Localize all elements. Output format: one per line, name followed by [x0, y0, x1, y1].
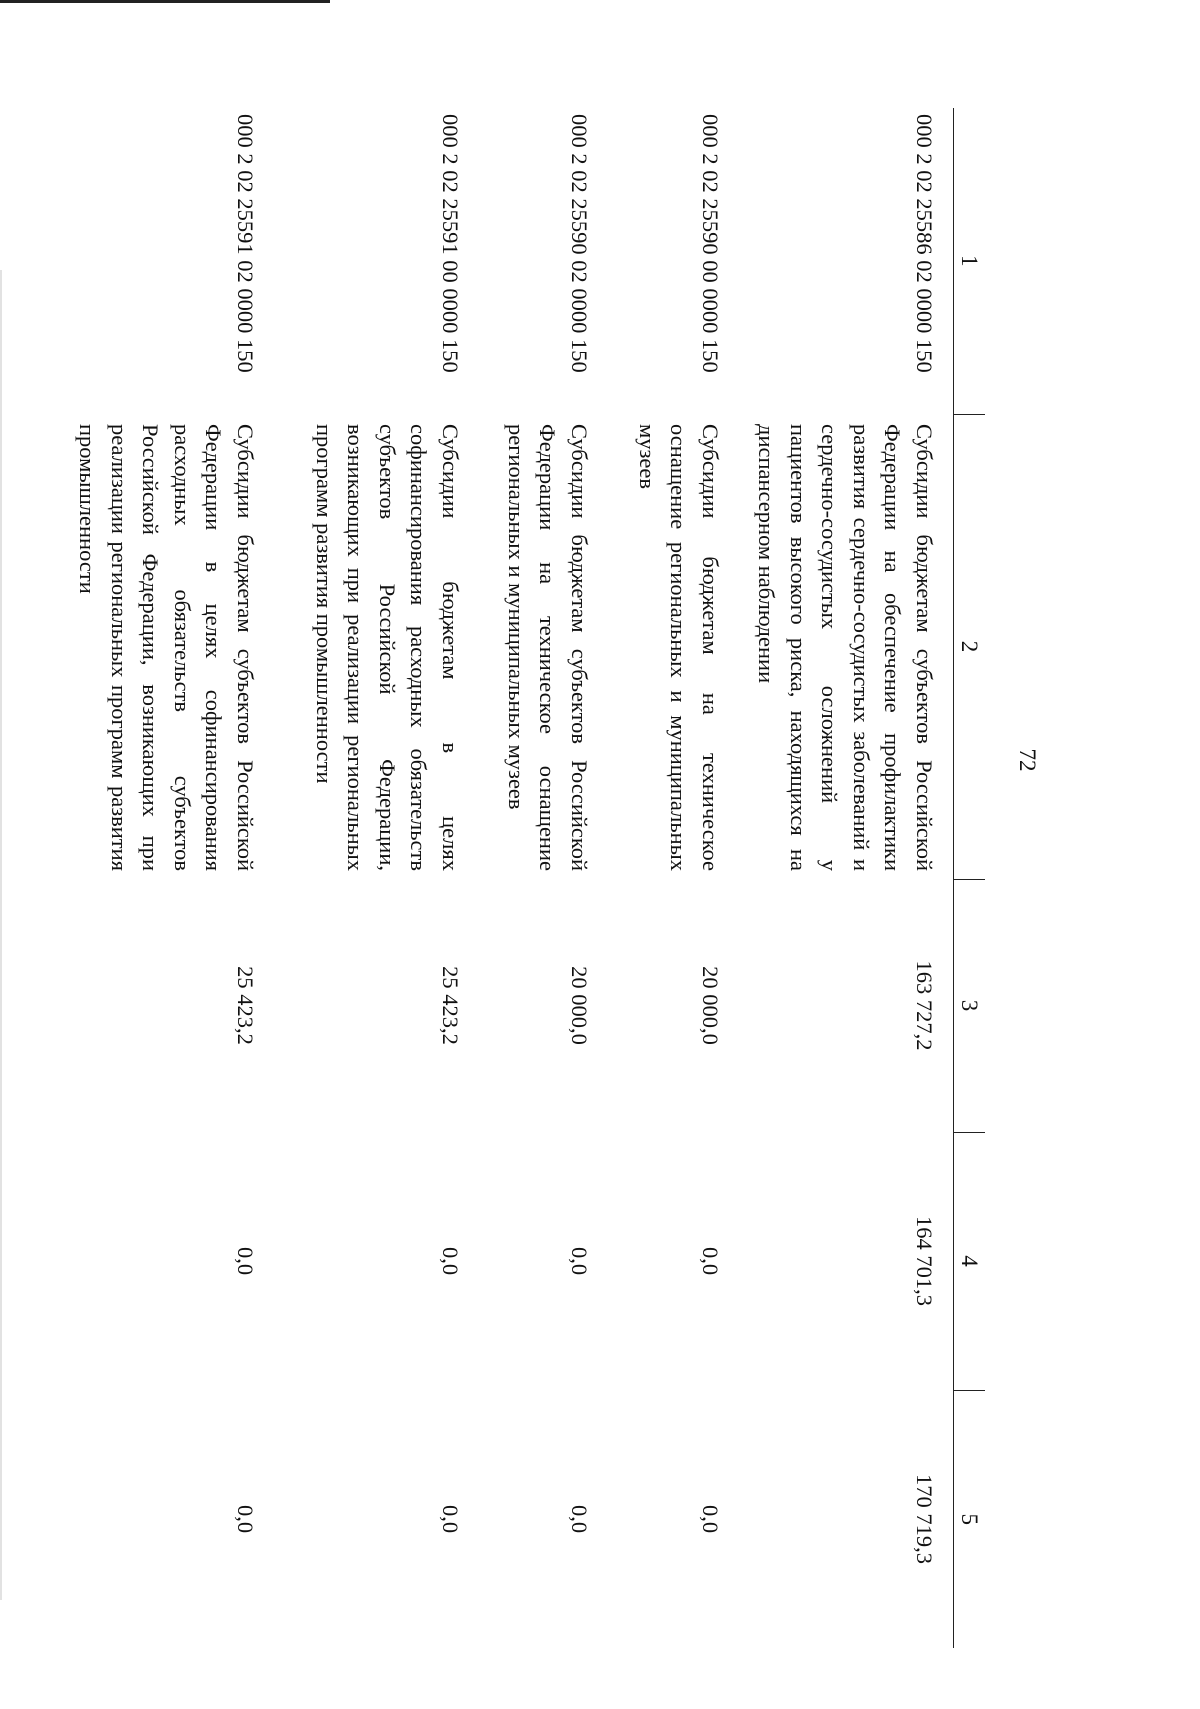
- value-col5: 0,0: [698, 1504, 723, 1534]
- row-description: Субсидии бюджетам субъектов Российской Федерации на обеспечение профилактики развития сердечно-сосудистых заболеваний и сердечно-сосудистых осложнений у пациентов высокого риска, находящихся на диспансерном наблюдении: [754, 424, 937, 871]
- value-col5: 170 719,3: [912, 1474, 937, 1564]
- value-col4: 0,0: [438, 1246, 463, 1276]
- budget-code: 000 2 02 25591 02 0000 150: [233, 114, 258, 373]
- row-description: Субсидии бюджетам в целях софинансирования расходных обязательств субъектов Российской Федерации, возникающих при реализации региональных программ развития промышленности: [312, 424, 463, 871]
- table-row: [60, 108, 274, 1648]
- budget-code: 000 2 02 25591 00 0000 150: [438, 114, 463, 373]
- value-col5: 0,0: [233, 1504, 258, 1534]
- value-col3: 25 423,2: [438, 966, 463, 1045]
- header-row: [954, 108, 986, 1648]
- col-header-2: 2: [954, 414, 986, 879]
- value-col4: 0,0: [567, 1246, 592, 1276]
- value-col4: 0,0: [233, 1246, 258, 1276]
- value-col3: 20 000,0: [567, 966, 592, 1045]
- row-description: Субсидии бюджетам на техническое оснащение региональных и муниципальных музеев: [635, 424, 723, 871]
- budget-code: 000 2 02 25590 02 0000 150: [567, 114, 592, 373]
- scan-artifact-edge: [0, 270, 2, 1600]
- budget-code: 000 2 02 25586 02 0000 150: [912, 114, 937, 373]
- row-description: Субсидии бюджетам субъектов Российской Федерации на техническое оснащение региональных и муниципальных музеев: [504, 424, 592, 871]
- table-row: [479, 108, 608, 1648]
- table-row: [274, 108, 479, 1648]
- value-col3: 25 423,2: [233, 966, 258, 1045]
- table-row: [739, 108, 954, 1648]
- col-header-1: 1: [954, 108, 986, 414]
- scan-artifact-line: [0, 0, 330, 3]
- col-header-5: 5: [954, 1390, 986, 1648]
- budget-table: [60, 108, 985, 1648]
- row-description: Субсидии бюджетам субъектов Российской Федерации в целях софинансирования расходных обязательств субъектов Российской Федерации, возникающих при реализации региональных программ развития промышленности: [75, 424, 258, 871]
- table-row: [608, 108, 739, 1648]
- value-col3: 163 727,2: [912, 960, 937, 1051]
- value-col5: 0,0: [567, 1504, 592, 1534]
- value-col4: 164 701,3: [912, 1216, 937, 1306]
- page-number: 72: [1015, 748, 1040, 772]
- col-header-4: 4: [954, 1132, 986, 1390]
- col-header-3: 3: [954, 879, 986, 1132]
- value-col3: 20 000,0: [698, 966, 723, 1045]
- value-col4: 0,0: [698, 1246, 723, 1276]
- rotated-page: [75, 80, 1040, 1660]
- value-col5: 0,0: [438, 1504, 463, 1534]
- budget-code: 000 2 02 25590 00 0000 150: [698, 114, 723, 373]
